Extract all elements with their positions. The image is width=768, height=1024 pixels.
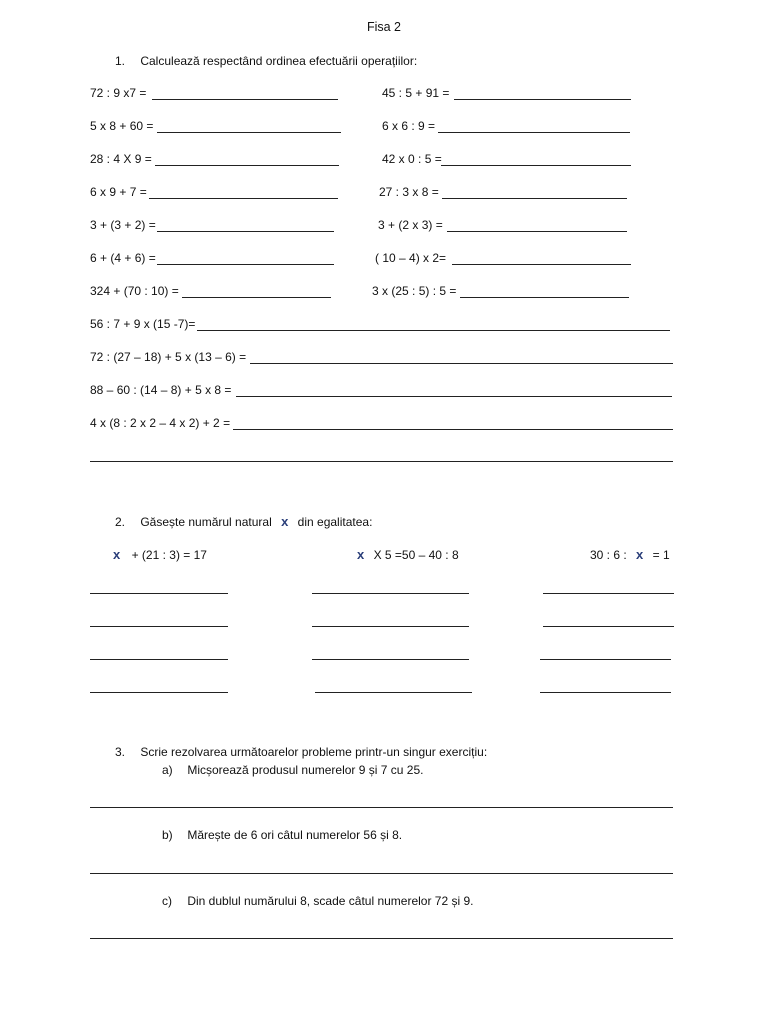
problem-b <box>162 828 402 842</box>
section3-number: 3. <box>115 745 126 759</box>
exercise-long-1: 56 : 7 + 9 x (15 -7)= <box>90 317 196 331</box>
equation-3-text: = 1 <box>652 548 670 562</box>
problem-a-text: Micșorează produsul numerelor 9 și 7 cu 25. <box>187 763 424 777</box>
x-variable-icon: x <box>357 547 365 562</box>
equation-2-text: X 5 =50 – 40 : 8 <box>373 548 459 562</box>
x-variable-icon: x <box>113 547 121 562</box>
answer-line[interactable] <box>90 593 228 594</box>
section2-number: 2. <box>115 515 126 529</box>
exercise-long-3: 88 – 60 : (14 – 8) + 5 x 8 = <box>90 383 232 397</box>
exercise-5-right: 3 + (2 x 3) = <box>378 218 443 232</box>
answer-line[interactable] <box>182 297 331 298</box>
exercise-6-right: ( 10 – 4) x 2= <box>375 251 447 265</box>
answer-line[interactable] <box>312 659 469 660</box>
problem-a <box>162 763 423 777</box>
answer-line[interactable] <box>540 692 671 693</box>
answer-line[interactable] <box>233 429 673 430</box>
equation-1 <box>113 547 207 562</box>
answer-line[interactable] <box>90 659 228 660</box>
answer-line[interactable] <box>312 626 469 627</box>
answer-line[interactable] <box>442 198 627 199</box>
section2-heading-text-a: Găsește numărul natural <box>140 515 272 529</box>
answer-line[interactable] <box>250 363 673 364</box>
exercise-1-left: 72 : 9 x7 = <box>90 86 147 100</box>
answer-line[interactable] <box>90 873 673 874</box>
section2-heading <box>115 514 372 529</box>
exercise-7-right: 3 x (25 : 5) : 5 = <box>372 284 457 298</box>
answer-line[interactable] <box>540 659 671 660</box>
equation-2 <box>357 547 459 562</box>
answer-line[interactable] <box>90 692 228 693</box>
answer-line[interactable] <box>441 165 631 166</box>
answer-line[interactable] <box>452 264 631 265</box>
answer-line[interactable] <box>157 231 334 232</box>
answer-line[interactable] <box>90 461 673 462</box>
answer-line[interactable] <box>149 198 338 199</box>
exercise-5-left: 3 + (3 + 2) = <box>90 218 156 232</box>
equation-1-text: + (21 : 3) = 17 <box>131 548 207 562</box>
x-variable-icon: x <box>636 547 644 562</box>
answer-line[interactable] <box>312 593 469 594</box>
exercise-2-right: 6 x 6 : 9 = <box>382 119 436 133</box>
answer-line[interactable] <box>155 165 339 166</box>
problem-b-label: b) <box>162 828 173 842</box>
answer-line[interactable] <box>152 99 338 100</box>
answer-line[interactable] <box>454 99 631 100</box>
answer-line[interactable] <box>543 626 674 627</box>
exercise-2-left: 5 x 8 + 60 = <box>90 119 154 133</box>
problem-a-label: a) <box>162 763 173 777</box>
exercise-1-right: 45 : 5 + 91 = <box>382 86 450 100</box>
answer-line[interactable] <box>438 132 630 133</box>
problem-c-text: Din dublul numărului 8, scade câtul numerelor 72 și 9. <box>187 894 474 908</box>
exercise-7-left: 324 + (70 : 10) = <box>90 284 179 298</box>
answer-line[interactable] <box>157 264 334 265</box>
exercise-6-left: 6 + (4 + 6) = <box>90 251 156 265</box>
answer-line[interactable] <box>460 297 629 298</box>
answer-line[interactable] <box>447 231 627 232</box>
section1-heading-text: Calculează respectând ordinea efectuării operațiilor: <box>140 54 418 68</box>
problem-b-text: Mărește de 6 ori câtul numerelor 56 și 8. <box>187 828 403 842</box>
exercise-4-left: 6 x 9 + 7 = <box>90 185 147 199</box>
answer-line[interactable] <box>90 807 673 808</box>
exercise-4-right: 27 : 3 x 8 = <box>379 185 439 199</box>
answer-line[interactable] <box>157 132 341 133</box>
section1-number: 1. <box>115 54 126 68</box>
exercise-long-4: 4 x (8 : 2 x 2 – 4 x 2) + 2 = <box>90 416 231 430</box>
answer-line[interactable] <box>543 593 674 594</box>
answer-line[interactable] <box>315 692 472 693</box>
problem-c <box>162 894 474 908</box>
answer-line[interactable] <box>236 396 672 397</box>
answer-line[interactable] <box>90 626 228 627</box>
x-variable-icon: x <box>281 514 289 529</box>
exercise-long-2: 72 : (27 – 18) + 5 x (13 – 6) = <box>90 350 247 364</box>
exercise-3-right: 42 x 0 : 5 = <box>382 152 442 166</box>
problem-c-label: c) <box>162 894 172 908</box>
section1-heading <box>115 54 417 68</box>
answer-line[interactable] <box>90 938 673 939</box>
answer-line[interactable] <box>197 330 670 331</box>
equation-3 <box>590 547 670 562</box>
worksheet-title: Fisa 2 <box>366 20 402 34</box>
equation-3-text-pre: 30 : 6 : <box>590 548 627 562</box>
section3-heading-text: Scrie rezolvarea următoarelor probleme printr-un singur exercițiu: <box>140 745 488 759</box>
exercise-3-left: 28 : 4 X 9 = <box>90 152 152 166</box>
section3-heading <box>115 745 487 759</box>
section2-heading-text-b: din egalitatea: <box>297 515 373 529</box>
